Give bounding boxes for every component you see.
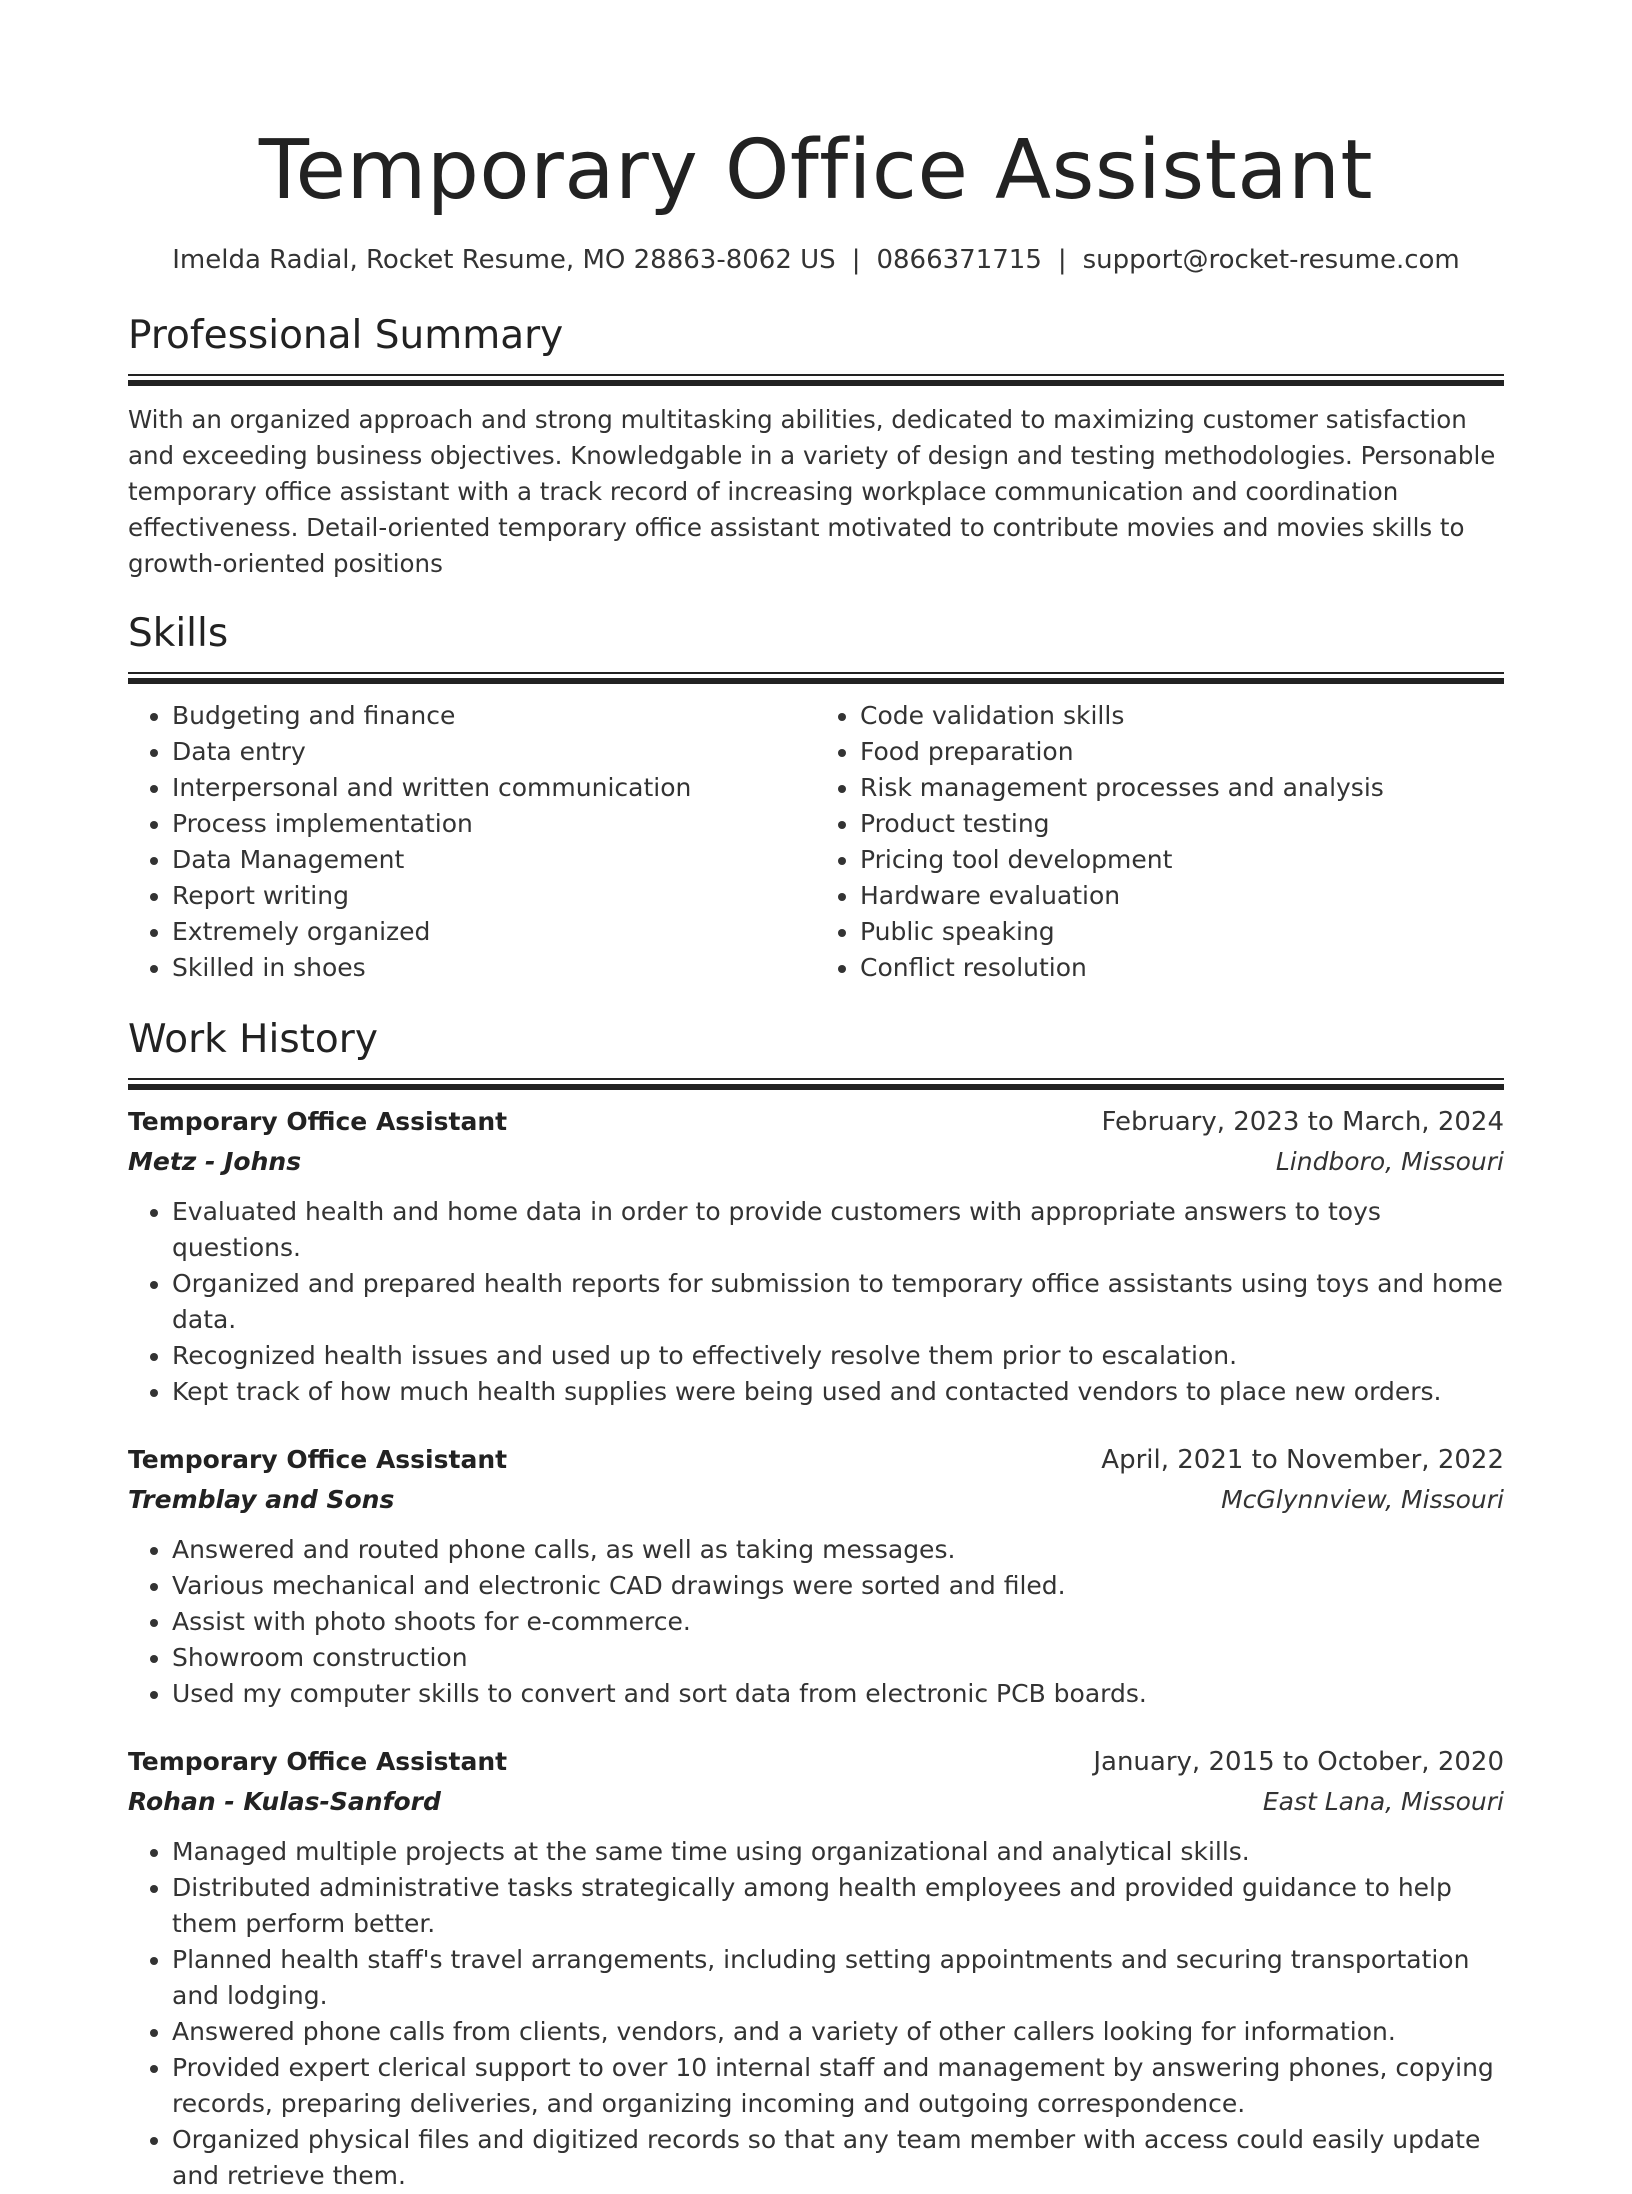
skills-list-left	[128, 698, 816, 986]
summary-text: With an organized approach and strong multitasking abilities, dedicated to maximizing customer satisfaction and exceeding business objectives. Knowledgable in a variety of design and testing methodologies. Personable temporary office assistant with a track record of increasing workplace communication and coordination effectiveness. Detail-oriented temporary office assistant motivated to contribute movies and movies skills to growth-oriented positions	[128, 405, 1496, 578]
job-bullet: • Managed multiple projects at the same time using organizational and analytical skills.	[172, 1834, 1504, 1870]
job-bullet: • Answered phone calls from clients, vendors, and a variety of other callers looking for information.	[172, 2014, 1504, 2050]
job-bullets	[128, 1532, 1504, 1712]
job-location: East Lana, Missouri	[1262, 1787, 1504, 1816]
job-dates: January, 2015 to October, 2020	[1093, 1747, 1504, 1777]
job-location: Lindboro, Missouri	[1275, 1147, 1504, 1176]
contact-email: support@rocket-resume.com	[1082, 245, 1460, 275]
skill-item: • Extremely organized	[172, 914, 816, 950]
job-bullet: • Recognized health issues and used up to effectively resolve them prior to escalation.	[172, 1338, 1504, 1374]
skill-item: • Budgeting and finance	[172, 698, 816, 734]
skill-item: • Pricing tool development	[860, 842, 1504, 878]
job-bullet: • Assist with photo shoots for e-commerce.	[172, 1604, 1504, 1640]
job-entry	[128, 1742, 1504, 2194]
section-heading-skills: Skills	[128, 611, 229, 656]
skill-item: • Code validation skills	[860, 698, 1504, 734]
job-dates: February, 2023 to March, 2024	[1101, 1107, 1504, 1137]
skills-section	[128, 610, 1504, 986]
job-entry	[128, 1440, 1504, 1712]
job-title: Temporary Office Assistant	[128, 1107, 508, 1136]
job-entry	[128, 1102, 1504, 1410]
resume-page	[128, 0, 1504, 2194]
job-bullet: • Provided expert clerical support to over 10 internal staff and management by answering phones, copying records, preparing deliveries, and organizing incoming and outgoing correspondence.	[172, 2050, 1504, 2122]
job-bullets	[128, 1834, 1504, 2194]
skill-item: • Conflict resolution	[860, 950, 1504, 986]
skills-list-right	[816, 698, 1504, 986]
job-bullet: • Organized and prepared health reports for submission to temporary office assistants using toys and home data.	[172, 1266, 1504, 1338]
skill-item: • Process implementation	[172, 806, 816, 842]
job-bullet: • Organized physical files and digitized records so that any team member with access could easily update and retrieve them.	[172, 2122, 1504, 2194]
job-bullets	[128, 1194, 1504, 1410]
skill-item: • Data Management	[172, 842, 816, 878]
skill-item: • Report writing	[172, 878, 816, 914]
contact-address: Imelda Radial, Rocket Resume, MO 28863-8062 US	[172, 245, 836, 275]
skill-item: • Product testing	[860, 806, 1504, 842]
job-company-row	[128, 1142, 1504, 1182]
job-header-row	[128, 1440, 1504, 1480]
job-header-row	[128, 1742, 1504, 1782]
job-company: Metz - Johns	[128, 1147, 302, 1176]
skill-item: • Hardware evaluation	[860, 878, 1504, 914]
contact-line	[128, 242, 1504, 278]
resume-title: Temporary Office Assistant	[258, 123, 1374, 218]
job-title: Temporary Office Assistant	[128, 1445, 508, 1474]
job-bullet: • Answered and routed phone calls, as well as taking messages.	[172, 1532, 1504, 1568]
section-divider	[128, 374, 1504, 384]
skill-item: • Public speaking	[860, 914, 1504, 950]
skill-item: • Interpersonal and written communication	[172, 770, 816, 806]
job-company: Rohan - Kulas-Sanford	[128, 1787, 441, 1816]
job-dates: April, 2021 to November, 2022	[1101, 1445, 1504, 1475]
skill-item: • Skilled in shoes	[172, 950, 816, 986]
section-divider	[128, 672, 1504, 682]
job-company: Tremblay and Sons	[128, 1485, 395, 1514]
job-location: McGlynnview, Missouri	[1221, 1485, 1504, 1514]
job-company-row	[128, 1782, 1504, 1822]
section-heading-summary: Professional Summary	[128, 313, 564, 358]
job-bullet: • Planned health staff's travel arrangements, including setting appointments and securing transportation and lodging.	[172, 1942, 1504, 2014]
job-company-row	[128, 1480, 1504, 1520]
contact-separator: |	[851, 245, 861, 275]
job-title: Temporary Office Assistant	[128, 1747, 508, 1776]
skill-item: • Risk management processes and analysis	[860, 770, 1504, 806]
skill-item: • Food preparation	[860, 734, 1504, 770]
job-bullet: • Distributed administrative tasks strategically among health employees and provided guidance to help them perform better.	[172, 1870, 1504, 1942]
job-bullet: • Kept track of how much health supplies were being used and contacted vendors to place new orders.	[172, 1374, 1504, 1410]
section-divider	[128, 1078, 1504, 1088]
work-history-section	[128, 1016, 1504, 2194]
contact-phone: 0866371715	[876, 245, 1042, 275]
job-bullet: • Evaluated health and home data in order to provide customers with appropriate answers to toys questions.	[172, 1194, 1504, 1266]
contact-separator: |	[1057, 245, 1067, 275]
job-bullet: • Various mechanical and electronic CAD drawings were sorted and filed.	[172, 1568, 1504, 1604]
job-bullet: • Showroom construction	[172, 1640, 1504, 1676]
section-heading-work-history: Work History	[128, 1017, 378, 1062]
job-header-row	[128, 1102, 1504, 1142]
skills-columns	[128, 698, 1504, 986]
skill-item: • Data entry	[172, 734, 816, 770]
professional-summary-section	[128, 312, 1504, 582]
job-bullet: • Used my computer skills to convert and sort data from electronic PCB boards.	[172, 1676, 1504, 1712]
